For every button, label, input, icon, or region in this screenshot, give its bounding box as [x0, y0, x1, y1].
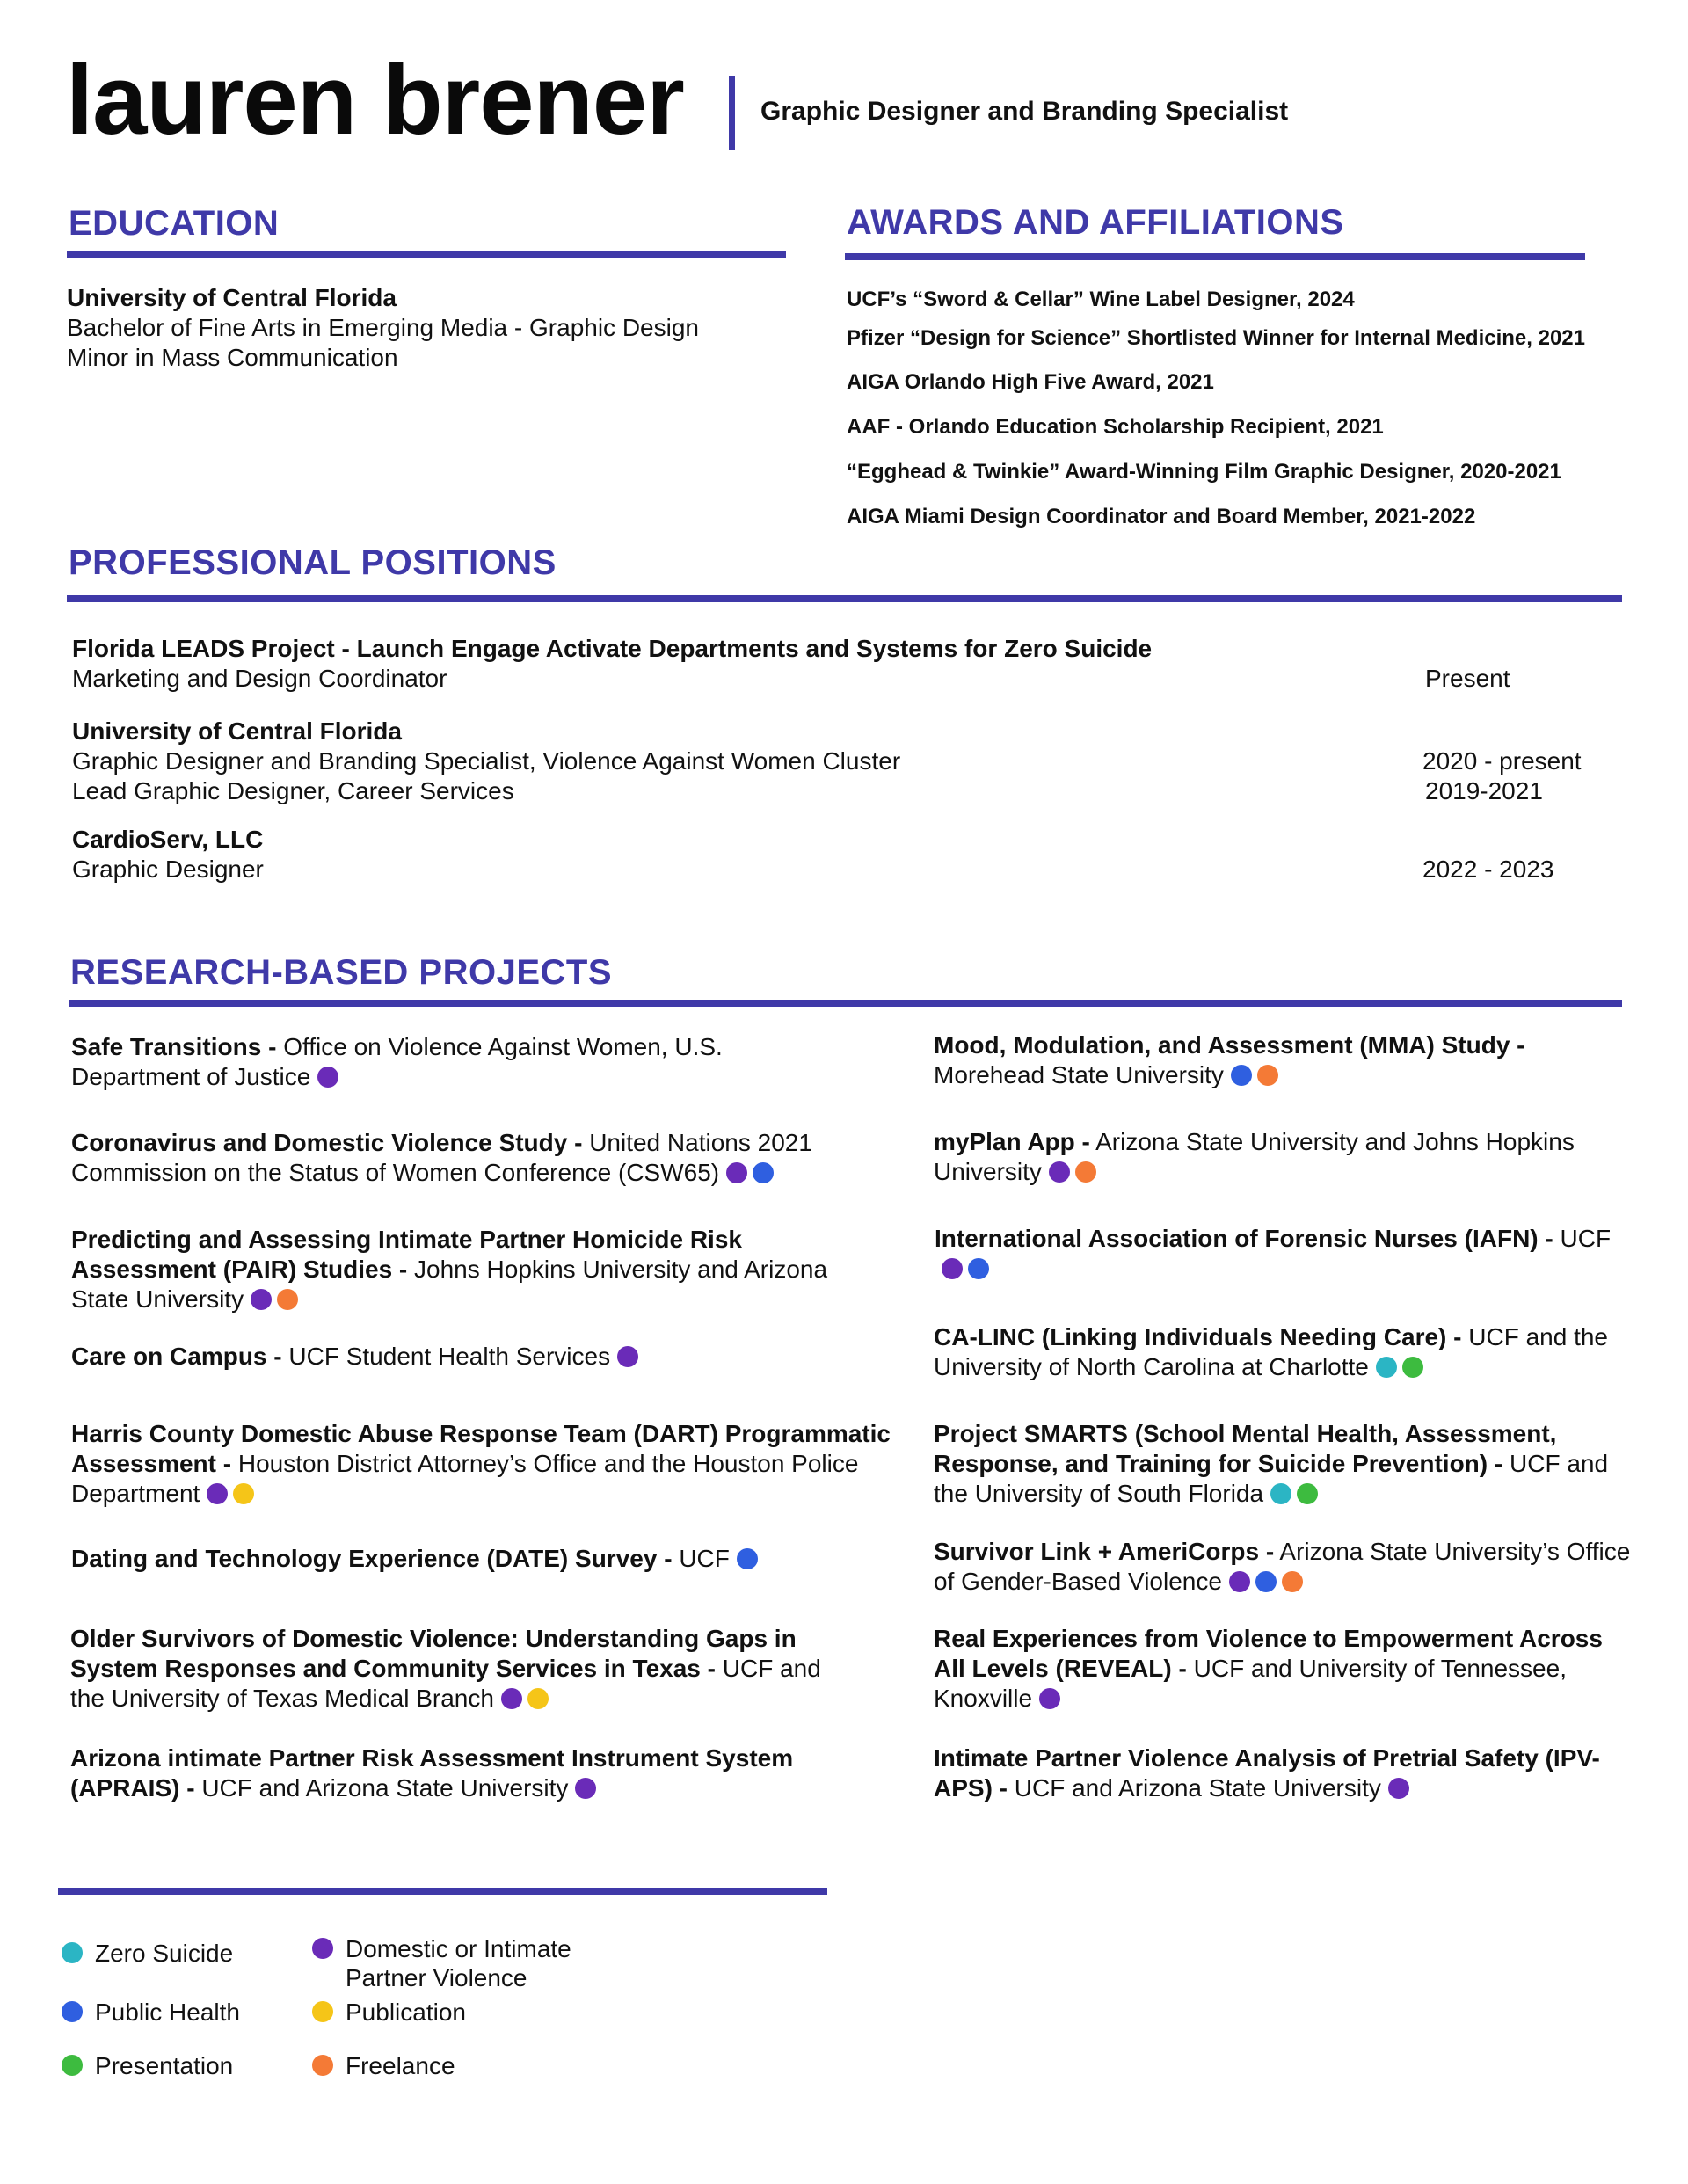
project-desc: Houston District Attorney’s Office and the Houston Police Department — [71, 1450, 859, 1507]
project-item — [934, 1624, 1619, 1714]
tag-dot-domestic-or-intimate-partner-violence — [617, 1346, 638, 1367]
award-item: AIGA Miami Design Coordinator and Board Member, 2021-2022 — [847, 505, 1476, 528]
tag-dot-domestic-or-intimate-partner-violence — [317, 1067, 338, 1088]
tag-dot-domestic-or-intimate-partner-violence — [1049, 1161, 1070, 1183]
project-desc: Arizona State University’s Office of Gender-Based Violence — [934, 1538, 1631, 1595]
project-desc: UCF and the University of South Florida — [934, 1450, 1609, 1507]
legend-label: Freelance — [346, 2052, 455, 2079]
position-role: Graphic Designer — [72, 855, 264, 883]
project-title: myPlan App - — [934, 1128, 1090, 1155]
tag-dot-presentation — [1297, 1483, 1318, 1504]
tag-dot-zero-suicide — [1376, 1357, 1397, 1378]
position-date: 2022 - 2023 — [1422, 855, 1554, 883]
legend-dot-publication — [312, 2001, 333, 2022]
tag-dot-publication — [233, 1483, 254, 1504]
tag-dot-domestic-or-intimate-partner-violence — [1039, 1688, 1060, 1709]
project-item — [934, 1419, 1637, 1509]
tag-dot-freelance — [277, 1289, 298, 1310]
project-tags — [310, 1063, 338, 1090]
education-rule — [67, 251, 786, 258]
project-item — [934, 1127, 1602, 1187]
project-title: Mood, Modulation, and Assessment (MMA) Study - — [934, 1031, 1525, 1059]
tag-dot-domestic-or-intimate-partner-violence — [1388, 1778, 1409, 1799]
tag-dot-freelance — [1075, 1161, 1096, 1183]
legend-label: Presentation — [95, 2052, 234, 2079]
project-title: Intimate Partner Violence Analysis of Pretrial Safety (IPV-APS) - — [934, 1744, 1600, 1802]
position-date: 2019-2021 — [1425, 777, 1543, 804]
project-tags — [244, 1285, 298, 1313]
project-item — [934, 1322, 1637, 1382]
project-desc: Morehead State University — [934, 1061, 1224, 1088]
legend-label: Domestic or Intimate Partner Violence — [346, 1935, 571, 1991]
legend-item — [312, 1934, 585, 1992]
project-tags — [1369, 1353, 1423, 1380]
positions-heading: PROFESSIONAL POSITIONS — [69, 543, 557, 582]
position-date: 2020 - present — [1422, 747, 1582, 775]
education-block — [67, 283, 699, 373]
project-title: Survivor Link + AmeriCorps - — [934, 1538, 1275, 1565]
tag-dot-freelance — [1257, 1065, 1278, 1086]
project-item — [71, 1225, 889, 1314]
project-title: Care on Campus - — [71, 1343, 282, 1370]
header-divider — [729, 76, 735, 150]
position-role: Graphic Designer and Branding Specialist, Violence Against Women Cluster — [72, 747, 901, 775]
position-org: University of Central Florida — [72, 717, 402, 745]
project-item — [934, 1744, 1637, 1803]
project-desc: UCF and Arizona State University — [1014, 1774, 1381, 1802]
legend-item — [62, 2051, 308, 2080]
project-title: International Association of Forensic Nurses (IAFN) - — [935, 1225, 1553, 1252]
legend-item — [312, 1998, 585, 2027]
project-title: CA-LINC (Linking Individuals Needing Care) - — [934, 1323, 1462, 1350]
project-item — [70, 1744, 844, 1803]
education-heading: EDUCATION — [69, 204, 280, 243]
project-tags — [719, 1159, 774, 1186]
positions-rule — [67, 595, 1622, 602]
tag-dot-domestic-or-intimate-partner-violence — [1229, 1571, 1250, 1592]
project-item — [71, 1544, 906, 1574]
tag-dot-public-health — [968, 1258, 989, 1279]
tag-dot-public-health — [1255, 1571, 1277, 1592]
position-role: Lead Graphic Designer, Career Services — [72, 777, 514, 804]
projects-rule — [69, 1000, 1622, 1007]
education-minor: Minor in Mass Communication — [67, 344, 398, 371]
project-item — [71, 1342, 889, 1372]
tag-dot-domestic-or-intimate-partner-violence — [207, 1483, 228, 1504]
legend-dot-public-health — [62, 2001, 83, 2022]
tag-dot-domestic-or-intimate-partner-violence — [942, 1258, 963, 1279]
project-item — [934, 1030, 1637, 1090]
legend-dot-presentation — [62, 2055, 83, 2076]
project-title: Predicting and Assessing Intimate Partner Homicide Risk Assessment (PAIR) Studies - — [71, 1226, 742, 1283]
project-tags — [200, 1480, 254, 1507]
resume-tagline: Graphic Designer and Branding Specialist — [760, 97, 1289, 126]
project-desc: UCF — [1560, 1225, 1612, 1252]
project-tags — [610, 1343, 638, 1370]
legend-rule — [58, 1888, 827, 1895]
project-desc: UCF — [679, 1545, 730, 1572]
project-title: Coronavirus and Domestic Violence Study - — [71, 1129, 583, 1156]
tag-dot-domestic-or-intimate-partner-violence — [501, 1688, 522, 1709]
tag-dot-public-health — [1231, 1065, 1252, 1086]
education-school: University of Central Florida — [67, 284, 397, 311]
awards-heading: AWARDS AND AFFILIATIONS — [847, 203, 1344, 242]
awards-rule — [845, 253, 1585, 260]
project-title: Safe Transitions - — [71, 1033, 277, 1060]
project-desc: UCF and Arizona State University — [201, 1774, 569, 1802]
project-item — [71, 1128, 906, 1188]
tag-dot-publication — [528, 1688, 549, 1709]
education-degree: Bachelor of Fine Arts in Emerging Media - Graphic Design — [67, 314, 699, 341]
position-org: Florida LEADS Project - Launch Engage Activate Departments and Systems for Zero Suicide — [72, 635, 1153, 662]
project-title: Harris County Domestic Abuse Response Team (DART) Programmatic Assessment - — [71, 1420, 891, 1477]
project-desc: UCF and the University of North Carolina at Charlotte — [934, 1323, 1608, 1380]
legend-label: Publication — [346, 1998, 466, 2026]
project-item — [70, 1624, 862, 1714]
tag-dot-public-health — [753, 1162, 774, 1183]
project-item — [935, 1224, 1620, 1284]
tag-dot-zero-suicide — [1270, 1483, 1291, 1504]
legend-item — [62, 1939, 308, 1968]
project-desc: Arizona State University and Johns Hopkins University — [934, 1128, 1575, 1185]
project-tags — [568, 1774, 596, 1802]
tag-dot-presentation — [1402, 1357, 1423, 1378]
legend-dot-zero-suicide — [62, 1942, 83, 1963]
tag-dot-domestic-or-intimate-partner-violence — [726, 1162, 747, 1183]
legend-label: Public Health — [95, 1998, 240, 2026]
tag-dot-domestic-or-intimate-partner-violence — [575, 1778, 596, 1799]
project-tags — [1224, 1061, 1278, 1088]
projects-heading: RESEARCH-BASED PROJECTS — [70, 953, 613, 992]
tag-dot-public-health — [737, 1548, 758, 1569]
project-tags — [1222, 1568, 1303, 1595]
project-tags — [494, 1685, 549, 1712]
tag-dot-domestic-or-intimate-partner-violence — [251, 1289, 272, 1310]
project-tags — [730, 1545, 758, 1572]
project-desc: Johns Hopkins University and Arizona State University — [71, 1256, 828, 1313]
award-item: AAF - Orlando Education Scholarship Recipient, 2021 — [847, 415, 1384, 439]
legend-label: Zero Suicide — [95, 1940, 234, 1967]
legend-dot-domestic-violence — [312, 1938, 333, 1959]
legend-item — [312, 2051, 585, 2080]
project-item — [71, 1419, 906, 1509]
position-org: CardioServ, LLC — [72, 826, 264, 853]
award-item: AIGA Orlando High Five Award, 2021 — [847, 370, 1214, 394]
award-item: UCF’s “Sword & Cellar” Wine Label Designer, 2024 — [847, 288, 1355, 311]
award-item: Pfizer “Design for Science” Shortlisted Winner for Internal Medicine, 2021 — [847, 326, 1585, 350]
project-title: Real Experiences from Violence to Empowerment Across All Levels (REVEAL) - — [934, 1625, 1603, 1682]
position-role: Marketing and Design Coordinator — [72, 665, 447, 692]
project-title: Dating and Technology Experience (DATE) Survey - — [71, 1545, 673, 1572]
tag-dot-freelance — [1282, 1571, 1303, 1592]
project-desc: UCF and University of Tennessee, Knoxville — [934, 1655, 1567, 1712]
legend-dot-freelance — [312, 2055, 333, 2076]
project-tags — [1263, 1480, 1318, 1507]
project-title: Project SMARTS (School Mental Health, Assessment, Response, and Training for Suicide Prevention) - — [934, 1420, 1557, 1477]
project-desc: Office on Violence Against Women, U.S. Department of Justice — [71, 1033, 723, 1090]
project-title: Arizona intimate Partner Risk Assessment Instrument System (APRAIS) - — [70, 1744, 794, 1802]
project-desc: UCF and the University of Texas Medical Branch — [70, 1655, 821, 1712]
project-title: Older Survivors of Domestic Violence: Understanding Gaps in System Responses and Community Services in Texas - — [70, 1625, 797, 1682]
project-tags — [1381, 1774, 1409, 1802]
legend-item — [62, 1998, 308, 2027]
award-item: “Egghead & Twinkie” Award-Winning Film Graphic Designer, 2020-2021 — [847, 460, 1561, 484]
project-tags — [1042, 1158, 1096, 1185]
project-desc: UCF Student Health Services — [288, 1343, 611, 1370]
project-item — [71, 1032, 739, 1092]
project-item — [934, 1537, 1637, 1597]
resume-name: lauren brener — [66, 45, 684, 155]
project-tags — [1032, 1685, 1060, 1712]
position-date: Present — [1425, 665, 1510, 692]
project-desc: United Nations 2021 Commission on the Status of Women Conference (CSW65) — [71, 1129, 812, 1186]
project-tags — [935, 1255, 989, 1282]
